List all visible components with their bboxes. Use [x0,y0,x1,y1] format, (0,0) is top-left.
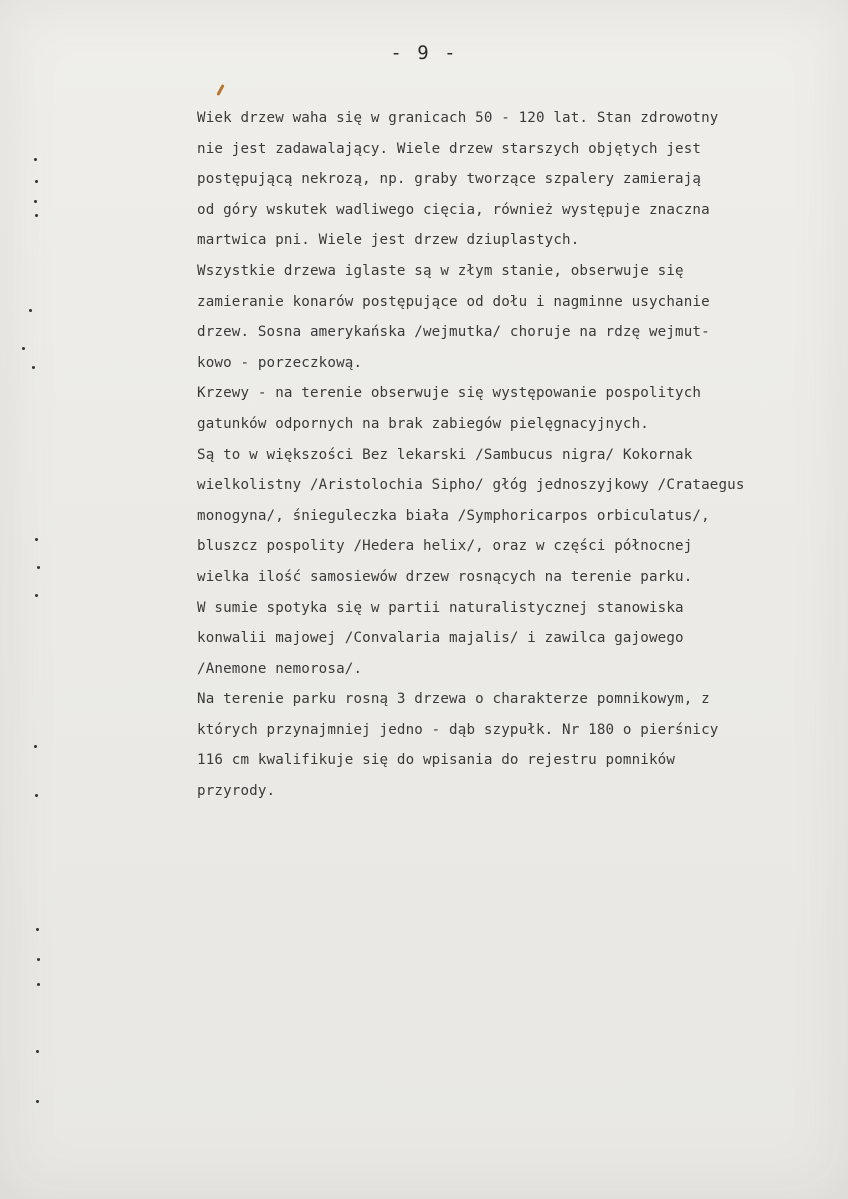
text-line: kowo - porzeczkową. [197,354,363,371]
margin-speck [34,745,37,748]
margin-speck [37,983,40,986]
margin-speck [22,347,25,350]
text-line: bluszcz pospolity /Hedera helix/, oraz w części północnej [197,538,693,555]
margin-speck [29,309,32,312]
text-line: Wiek drzew waha się w granicach 50 - 120 lat. Stan zdrowotny [197,110,719,126]
margin-speck [34,200,37,203]
margin-speck [32,366,35,369]
text-line: Wszystkie drzewa iglaste są w złym stanie, obserwuje się [197,262,684,279]
pen-mark [216,84,224,96]
margin-speck [36,928,39,931]
margin-speck [37,958,40,961]
text-line: zamieranie konarów postępujące od dołu i nagminne usychanie [197,293,710,310]
text-line: nie jest zadawalający. Wiele drzew starszych objętych jest [197,140,702,157]
margin-speck [35,594,38,597]
text-line: /Anemone nemorosa/. [197,660,363,677]
margin-speck [37,566,40,569]
margin-speck [35,538,38,541]
body-text [197,103,827,807]
margin-speck [35,214,38,217]
text-line: drzew. Sosna amerykańska /wejmutka/ choruje na rdzę wejmut- [197,324,710,341]
text-line: konwalii majowej /Convalaria majalis/ i zawilca gajowego [197,630,684,647]
margin-speck [35,794,38,797]
text-line: monogyna/, śnieguleczka biała /Symphoricarpos orbiculatus/, [197,507,710,524]
text-line: wielka ilość samosiewów drzew rosnących na terenie parku. [197,568,693,585]
text-line: postępującą nekrozą, np. graby tworzące szpalery zamierają [197,171,702,188]
text-line: Na terenie parku rosną 3 drzewa o charakterze pomnikowym, z [197,691,710,708]
text-line: których przynajmniej jedno - dąb szypułk. Nr 180 o pierśnicy [197,721,719,738]
text-line: 116 cm kwalifikuje się do wpisania do rejestru pomników [197,752,676,769]
text-line: gatunków odpornych na brak zabiegów pielęgnacyjnych. [197,415,649,432]
margin-speck [36,1100,39,1103]
text-line: W sumie spotyka się w partii naturalistycznej stanowiska [197,599,684,616]
margin-speck [34,158,37,161]
page-number: - 9 - [390,42,458,64]
margin-speck [36,1050,39,1053]
text-line: przyrody. [197,783,276,800]
text-line: od góry wskutek wadliwego cięcia, również występuje znaczna [197,201,710,218]
text-line: wielkolistny /Aristolochia Sipho/ głóg jednoszyjkowy /Crataegus [197,477,745,494]
text-line: martwica pni. Wiele jest drzew dziuplastych. [197,232,580,249]
text-line: Są to w większości Bez lekarski /Sambucus nigra/ Kokornak [197,446,693,463]
text-line: Krzewy - na terenie obserwuje się występowanie pospolitych [197,385,702,402]
margin-speck [35,180,38,183]
